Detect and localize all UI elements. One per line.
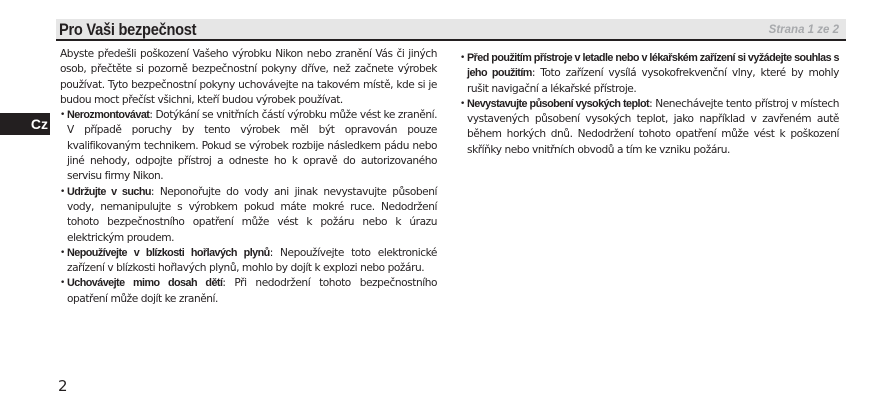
- safety-item: [60, 246, 437, 277]
- safety-item: [460, 97, 839, 158]
- left-column: [60, 47, 437, 307]
- language-tab: Cz: [0, 113, 50, 135]
- safety-item-title: Nepoužívejte v blízkosti hořlavých plynů: [67, 246, 270, 259]
- safety-item: [60, 108, 437, 184]
- safety-item-text: : Nepoužívejte toto elektronické zařízení v blízkosti hořlavých plynů, mohlo by dojít k explozi nebo požáru.: [67, 246, 437, 275]
- safety-item-text: : Toto zařízení vysílá vysokofrekvenční vlny, které by mohly rušit navigační a lékařské přístroje.: [467, 67, 839, 95]
- page-number: 2: [58, 377, 68, 395]
- right-column: [460, 51, 839, 158]
- safety-item: [60, 276, 437, 307]
- safety-item-title: Uchovávejte mimo dosah dětí: [67, 277, 223, 290]
- safety-item-text: : Nenechávejte tento přístroj v místech vystavených působení vysokých teplot, jako například v zavřeném autě během horkých dnů. Nedodržení tohoto opatření může vést k poškození skříňky nebo vnitřních obvodů a tím ke vzniku požáru.: [467, 97, 839, 156]
- safety-item-title: Nevystavujte působení vysokých teplot: [467, 97, 650, 110]
- safety-item-title: Před použitím přístroje v letadle nebo v lékařském zařízení si vyžádejte souhlas s jeho použitím: [467, 52, 839, 80]
- intro-paragraph: Abyste předešli poškození Vašeho výrobku Nikon nebo zranění Vás či jiných osob, přečtěte si pozorně bezpečnostní pokyny dříve, než začnete výrobek používat. Tyto bezpečnostní pokyny uchovávejte na takovém místě, kde si je budou moct přečíst všichni, kteří budou výrobek používat.: [60, 48, 437, 106]
- safety-item: [460, 51, 839, 97]
- page-title: Pro Vaši bezpečnost: [59, 20, 197, 39]
- safety-item-title: Nerozmontovávat: [67, 109, 150, 122]
- safety-item-text: : Dotýkání se vnitřních částí výrobku může vést ke zranění. V případě poruchy by tento výrobek měl být opravován pouze kvalifikovaným technikem. Pokud se výrobek rozbije následkem pádu nebo jiné nehody, odpojte přístroj a odneste ho k opravě do autorizovaného servisu firmy Nikon.: [67, 109, 437, 183]
- page-counter: Strana 1 ze 2: [768, 24, 839, 36]
- safety-item: [60, 185, 437, 246]
- safety-item-text: : Neponořujte do vody ani jinak nevystavujte působení vody, nemanipulujte s výrobkem pokud máte mokré ruce. Nedodržení tohoto bezpečnostního opatření může vést k požáru nebo k úrazu elektrickým proudem.: [67, 185, 437, 244]
- safety-item-text: : Při nedodržení tohoto bezpečnostního opatření může dojít ke zranění.: [67, 277, 437, 305]
- safety-item-title: Udržujte v suchu: [67, 185, 151, 198]
